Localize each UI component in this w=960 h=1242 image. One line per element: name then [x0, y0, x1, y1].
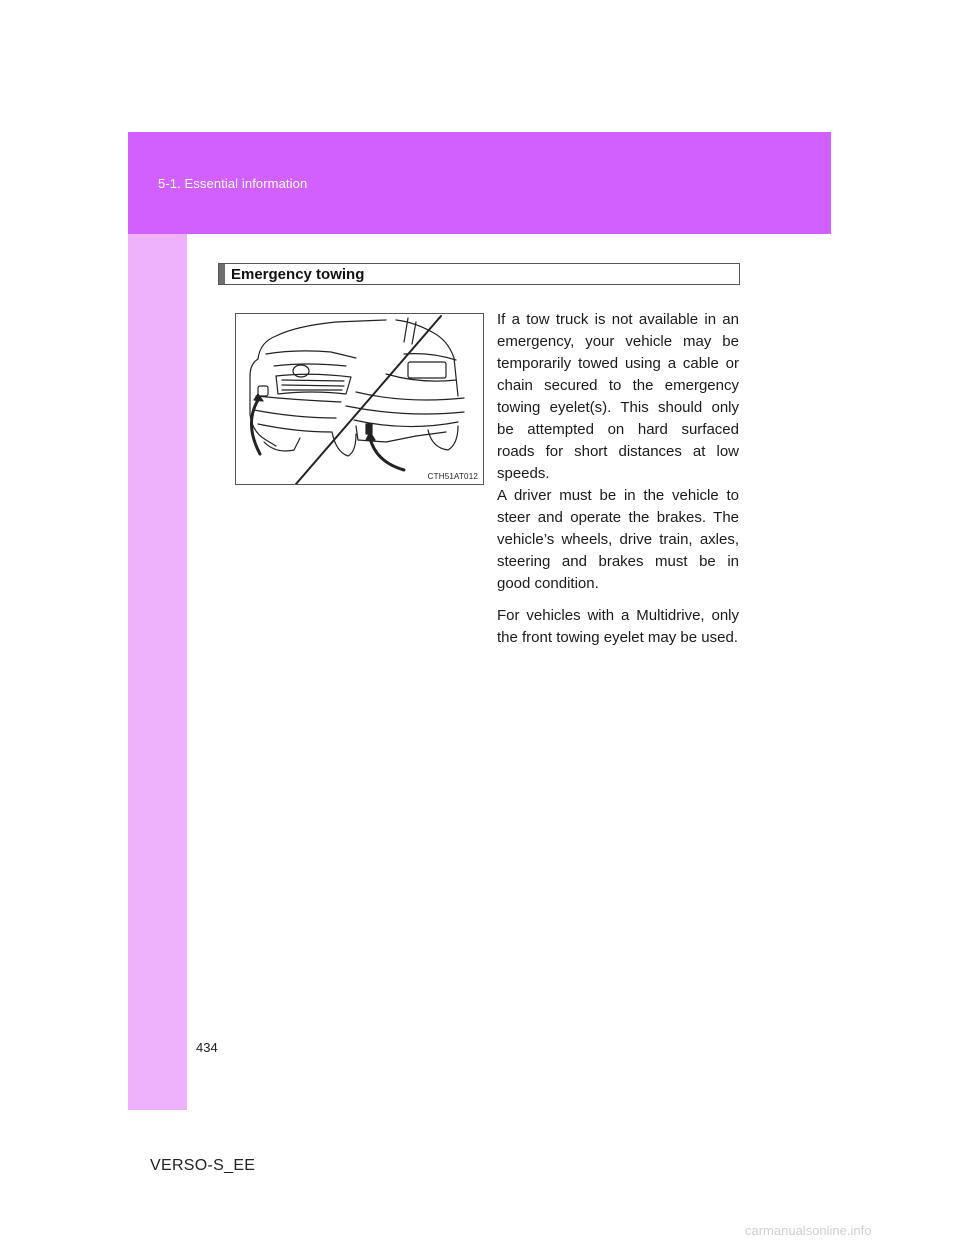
section-title: Emergency towing [231, 266, 365, 283]
section-header: 5-1. Essential information [158, 176, 308, 191]
paragraph-tow-truck: If a tow truck is not available in an emergency, your vehicle may be temporarily towed using a cable or chain secured to the emergency towing eyelet(s). This should only be attempted on hard surfaced roads for short distances at low speeds. [497, 311, 739, 482]
section-title-bar [218, 263, 740, 285]
body-text [497, 309, 739, 659]
watermark: carmanualsonline.info [745, 1223, 872, 1238]
section-title-accent [219, 264, 225, 284]
paragraph-driver: A driver must be in the vehicle to steer and operate the brakes. The vehicle’s wheels, drive train, axles, steering and brakes must be in good condition. [497, 487, 739, 592]
header-band [128, 132, 831, 234]
page-number: 434 [196, 1040, 218, 1055]
paragraph-multidrive: For vehicles with a Multidrive, only the front towing eyelet may be used. [497, 607, 739, 646]
car-front-rear-drawing [236, 314, 484, 485]
figure-code: CTH51AT012 [427, 472, 478, 481]
side-strip [128, 234, 187, 1110]
towing-eyelet-illustration [235, 313, 484, 485]
model-code: VERSO-S_EE [150, 1157, 256, 1174]
